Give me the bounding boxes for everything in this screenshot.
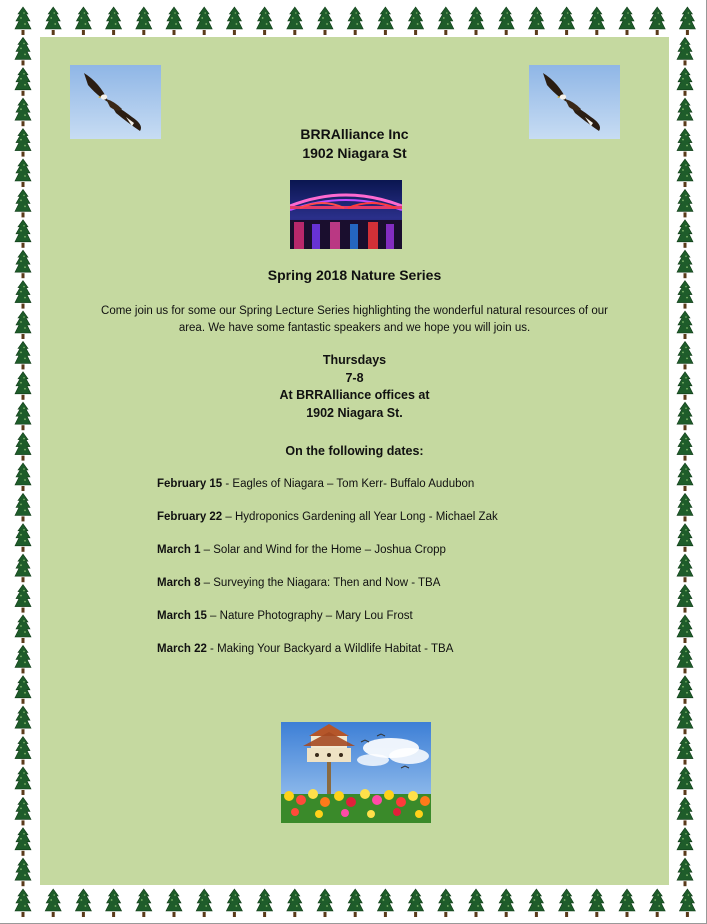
tree-icon <box>15 129 31 157</box>
tree-icon <box>106 7 122 35</box>
tree-icon <box>468 889 484 917</box>
tree-icon <box>15 554 31 582</box>
tree-icon <box>15 281 31 309</box>
tree-icon <box>15 372 31 400</box>
tree-icon <box>15 433 31 461</box>
tree-icon <box>15 858 31 886</box>
tree-icon <box>677 767 693 795</box>
intro-line-1: Come join us for some our Spring Lecture Series highlighting the wonderful natural resources of our <box>101 305 608 317</box>
tree-icon <box>196 7 212 35</box>
tree-icon <box>15 737 31 765</box>
tree-icon <box>438 7 454 35</box>
event-row <box>157 478 474 490</box>
event-date: March 22 <box>157 643 207 655</box>
tree-icon <box>677 828 693 856</box>
tree-icon <box>498 7 514 35</box>
org-address: 1902 Niagara St <box>302 145 407 161</box>
tree-icon <box>377 7 393 35</box>
tree-icon <box>677 402 693 430</box>
tree-icon <box>45 7 61 35</box>
tree-icon <box>408 889 424 917</box>
tree-icon <box>15 645 31 673</box>
tree-icon <box>226 7 242 35</box>
tree-icon <box>677 676 693 704</box>
intro-line-2: area. We have some fantastic speakers and we hope you will join us. <box>178 322 531 334</box>
tree-icon <box>559 889 575 917</box>
tree-icon <box>468 7 484 35</box>
tree-icon <box>196 889 212 917</box>
tree-icon <box>15 585 31 613</box>
tree-icon <box>377 889 393 917</box>
tree-icon <box>677 706 693 734</box>
event-row <box>157 544 446 556</box>
tree-icon <box>15 493 31 521</box>
tree-icon <box>15 676 31 704</box>
tree-icon <box>287 7 303 35</box>
schedule-day: Thursdays <box>322 353 387 367</box>
event-row <box>157 511 498 523</box>
tree-icon <box>677 858 693 886</box>
tree-icon <box>677 645 693 673</box>
event-date: March 8 <box>157 577 201 589</box>
dates-heading: On the following dates: <box>285 444 424 458</box>
tree-icon <box>317 889 333 917</box>
tree-icon <box>679 889 695 917</box>
tree-icon <box>15 706 31 734</box>
tree-icon <box>677 797 693 825</box>
tree-icon <box>136 7 152 35</box>
event-description: – Hydroponics Gardening all Year Long - Michael Zak <box>222 511 498 523</box>
tree-icon <box>15 98 31 126</box>
schedule-venue-1: At BRRAlliance offices at <box>279 388 430 402</box>
schedule-time: 7-8 <box>345 371 364 385</box>
tree-icon <box>15 7 31 35</box>
event-description: - Eagles of Niagara – Tom Kerr- Buffalo Audubon <box>222 478 475 490</box>
tree-icon <box>677 37 693 65</box>
tree-icon <box>136 889 152 917</box>
tree-icon <box>649 7 665 35</box>
series-title: Spring 2018 Nature Series <box>267 267 442 283</box>
tree-icon <box>15 797 31 825</box>
event-date: March 15 <box>157 610 207 622</box>
tree-icon <box>438 889 454 917</box>
event-row <box>157 577 440 589</box>
tree-icon <box>15 311 31 339</box>
tree-icon <box>15 402 31 430</box>
tree-icon <box>15 37 31 65</box>
tree-icon <box>15 828 31 856</box>
event-row <box>157 610 413 622</box>
tree-icon <box>257 7 273 35</box>
tree-icon <box>15 463 31 491</box>
tree-icon <box>166 7 182 35</box>
tree-icon <box>677 463 693 491</box>
tree-icon <box>677 524 693 552</box>
bridge-photo <box>290 180 402 249</box>
tree-icon <box>15 159 31 187</box>
event-description: - Making Your Backyard a Wildlife Habitat - TBA <box>206 643 454 655</box>
tree-icon <box>677 737 693 765</box>
tree-icon <box>677 68 693 96</box>
tree-icon <box>677 311 693 339</box>
event-description: – Nature Photography – Mary Lou Frost <box>206 610 413 622</box>
tree-icon <box>677 250 693 278</box>
tree-icon <box>677 281 693 309</box>
tree-icon <box>257 889 273 917</box>
tree-icon <box>45 889 61 917</box>
tree-icon <box>677 615 693 643</box>
event-row <box>157 643 453 655</box>
tree-icon <box>677 189 693 217</box>
tree-icon <box>677 159 693 187</box>
tree-icon <box>619 7 635 35</box>
tree-icon <box>287 889 303 917</box>
event-description: – Surveying the Niagara: Then and Now - TBA <box>200 577 441 589</box>
tree-icon <box>559 7 575 35</box>
event-description: – Solar and Wind for the Home – Joshua Cropp <box>200 544 446 556</box>
tree-icon <box>15 615 31 643</box>
tree-icon <box>677 220 693 248</box>
tree-icon <box>589 889 605 917</box>
tree-icon <box>106 889 122 917</box>
tree-icon <box>15 767 31 795</box>
tree-icon <box>677 493 693 521</box>
tree-icon <box>677 98 693 126</box>
tree-icon <box>15 189 31 217</box>
event-date: March 1 <box>157 544 201 556</box>
tree-icon <box>317 7 333 35</box>
tree-icon <box>75 7 91 35</box>
tree-icon <box>15 68 31 96</box>
tree-icon <box>408 7 424 35</box>
tree-icon <box>677 341 693 369</box>
tree-icon <box>589 7 605 35</box>
org-name: BRRAlliance Inc <box>300 126 409 142</box>
birdhouse-photo <box>281 722 431 823</box>
tree-icon <box>15 889 31 917</box>
tree-icon <box>619 889 635 917</box>
tree-icon <box>15 341 31 369</box>
tree-icon <box>498 889 514 917</box>
tree-icon <box>528 889 544 917</box>
tree-icon <box>15 250 31 278</box>
flyer-panel <box>40 37 669 885</box>
tree-icon <box>677 554 693 582</box>
tree-icon <box>677 585 693 613</box>
tree-icon <box>15 220 31 248</box>
tree-icon <box>166 889 182 917</box>
tree-icon <box>15 524 31 552</box>
tree-icon <box>75 889 91 917</box>
tree-icon <box>347 7 363 35</box>
tree-icon <box>677 129 693 157</box>
tree-icon <box>649 889 665 917</box>
event-date: February 22 <box>157 511 223 523</box>
tree-icon <box>528 7 544 35</box>
schedule-venue-2: 1902 Niagara St. <box>306 406 403 420</box>
tree-icon <box>347 889 363 917</box>
tree-icon <box>677 433 693 461</box>
tree-icon <box>226 889 242 917</box>
tree-icon <box>677 372 693 400</box>
event-date: February 15 <box>157 478 223 490</box>
tree-icon <box>679 7 695 35</box>
